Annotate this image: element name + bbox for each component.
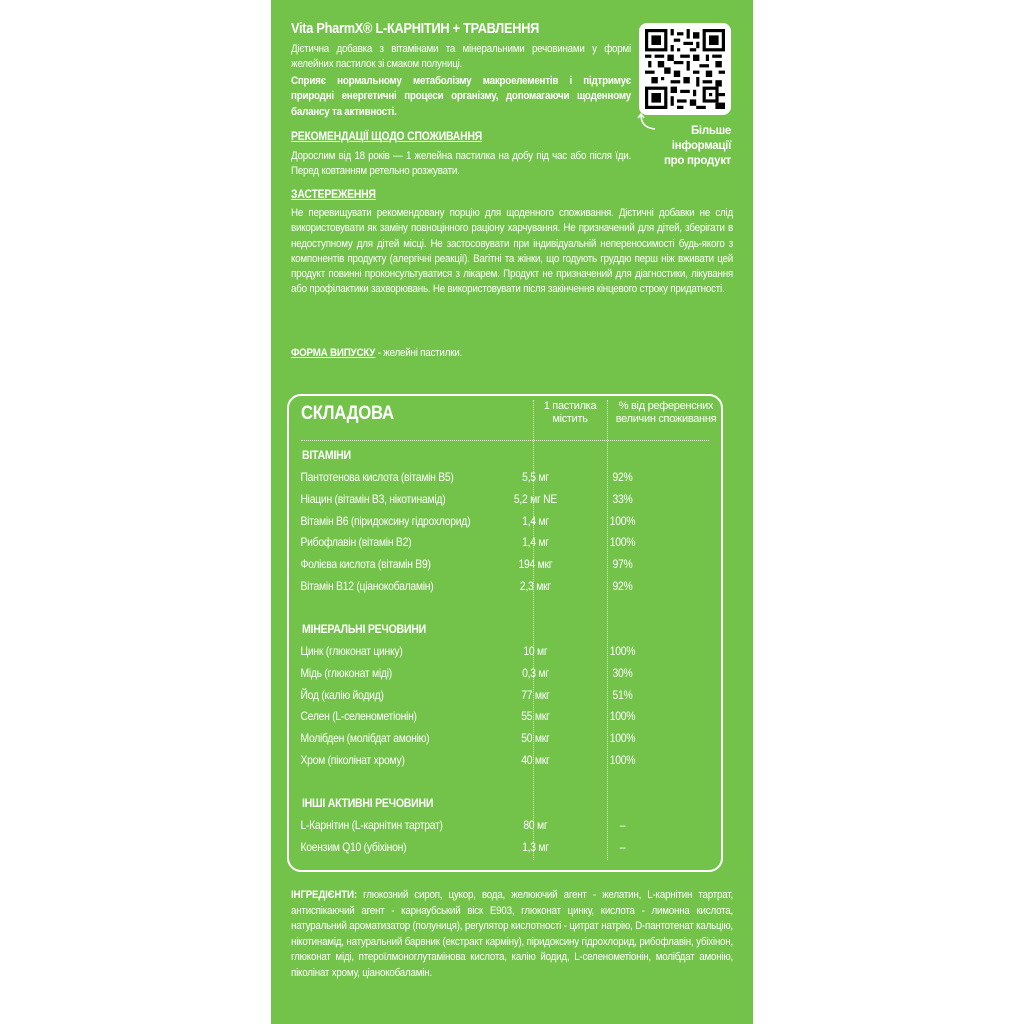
header-divider [301, 440, 709, 441]
nutrient-name: Мідь (глюконат міді) [300, 665, 392, 680]
form-line [291, 346, 733, 361]
reference-percent: 92% [612, 579, 633, 593]
reference-percent: 100% [609, 513, 636, 528]
table-row [289, 579, 669, 597]
table-row [289, 535, 669, 553]
qr-code-graphic [645, 29, 725, 109]
reference-percent: 97% [612, 557, 633, 572]
reference-percent: 100% [609, 709, 636, 724]
nutrient-name: Йод (калію йодид) [300, 687, 384, 702]
warnings-heading: ЗАСТЕРЕЖЕННЯ [291, 187, 376, 201]
amount-value: 1,3 мг [522, 839, 549, 854]
amount-value: 50 мкг [521, 731, 550, 746]
ingredients-label: ІНГРЕДІЄНТИ: [291, 889, 357, 901]
nutrient-name: Рибофлавін (вітамін B2) [300, 535, 412, 550]
amount-value: 5,5 мг [522, 470, 549, 484]
nutrient-name: L-Карнітин (L-карнітин тартрат) [300, 818, 443, 832]
form-text: - желейні пастилки. [375, 347, 463, 359]
ingredients-text [291, 888, 733, 981]
reference-percent: – [619, 818, 626, 832]
column-divider [533, 400, 534, 860]
product-title: Vita PharmX® L-КАРНІТИН + ТРАВЛЕННЯ [291, 21, 540, 37]
amount-value: 5,2 мг NE [513, 491, 557, 506]
reference-percent: 100% [609, 644, 636, 658]
usage-heading: РЕКОМЕНДАЦІЇ ЩОДО СПОЖИВАННЯ [291, 129, 483, 143]
table-row [289, 514, 669, 532]
amount-value: 77 мкг [521, 687, 550, 702]
table-row [289, 470, 669, 488]
amount-value: 40 мкг [521, 753, 550, 767]
intro-text: Дієтична добавка з вітамінами та мінеральними речовинами у формі желейних пастилок зі смаком полуниці. [291, 43, 631, 71]
table-row [289, 753, 669, 771]
nutrient-name: Вітамін B6 (піридоксину гідрохлорид) [300, 513, 471, 528]
column-divider [607, 400, 608, 860]
form-heading: ФОРМА ВИПУСКУ [291, 347, 376, 359]
nutrient-name: Селен (L-селенометіонін) [300, 709, 417, 724]
amount-value: 0,3 мг [522, 665, 549, 680]
table-row [289, 666, 669, 684]
reference-percent: 100% [609, 731, 636, 746]
table-row [289, 709, 669, 727]
table-row [289, 731, 669, 749]
usage-text: Дорослим від 18 років — 1 желейна пастилка на добу під час або після їди. Перед ковтанням ретельно розжувати. [291, 150, 631, 178]
reference-percent: 51% [612, 687, 633, 702]
amount-value: 55 мкг [521, 709, 550, 724]
reference-percent: 100% [609, 753, 636, 767]
amount-value: 10 мг [523, 644, 548, 658]
table-row [289, 492, 669, 510]
reference-percent: 100% [609, 535, 636, 550]
nutrient-name: Цинк (глюконат цинку) [300, 644, 403, 658]
table-row [289, 688, 669, 706]
section-title: ІНШІ АКТИВНІ РЕЧОВИНИ [302, 796, 434, 810]
reference-percent: – [619, 839, 626, 854]
reference-column-header: % від референсних величин споживання [615, 400, 717, 425]
nutrient-name: Пантотенова кислота (вітамін B5) [300, 470, 454, 484]
claim-text: Сприяє нормальному метаболізму макроелементів і підтримує природні енергетичні процеси організму, допомагаючи щоденному балансу та активності. [291, 75, 631, 118]
table-row [289, 840, 669, 858]
nutrient-name: Молібден (молібдат амонію) [300, 731, 430, 746]
amount-value: 194 мкг [518, 557, 553, 572]
nutrient-name: Ніацин (вітамін B3, нікотинамід) [300, 491, 446, 506]
label-panel [271, 0, 753, 1024]
amount-value: 1,4 мг [522, 513, 549, 528]
reference-percent: 33% [612, 491, 633, 506]
table-row [289, 557, 669, 575]
nutrient-name: Фолієва кислота (вітамін B9) [300, 557, 431, 572]
section-title: ВІТАМІНИ [302, 448, 351, 462]
nutrient-name: Коензим Q10 (убіхінон) [300, 839, 407, 854]
qr-code-icon[interactable] [639, 23, 731, 115]
table-row [289, 818, 669, 836]
amount-value: 2,3 мкг [519, 579, 551, 593]
amount-column-header: 1 пастилка містить [543, 400, 597, 425]
amount-value: 80 мг [523, 818, 548, 832]
section-title: МІНЕРАЛЬНІ РЕЧОВИНИ [302, 622, 426, 636]
nutrient-name: Хром (піколінат хрому) [300, 753, 405, 767]
composition-title: СКЛАДОВА [301, 403, 394, 424]
amount-value: 1,4 мг [522, 535, 549, 550]
table-row [289, 644, 669, 662]
reference-percent: 30% [612, 665, 633, 680]
nutrient-name: Вітамін B12 (ціанокобаламін) [300, 579, 434, 593]
ingredients-list: глюкозний сироп, цукор, вода, желюючий агент - желатин, L-карнітин тартрат, антиспікаючий агент - карнаубський віск E903, глюконат цинку, кислота - лимонна кислота, натуральний ароматизатор (полуниця), регулятор кислотності - цитрат натрію, D-пантотенат кальцію, нікотинамід, натуральний барвник (екстракт карміну), піридоксину гідрохлорид, рибофлавін, убіхінон, глюконат міді, птероїлмоноглутамінова кислота, калію йодид, L-селенометіонін, молібдат амонію, піколінат хрому, ціанокобаламін. [291, 889, 733, 979]
reference-percent: 92% [612, 470, 633, 484]
qr-caption: Більше інформації про продукт [664, 125, 731, 167]
composition-table [287, 394, 723, 872]
warnings-text: Не перевищувати рекомендовану порцію для щоденного споживання. Дієтичні добавки не слід використовувати як заміну повноцінного раціону харчування. Не призначений для дітей, зберігати в недоступному для дітей місці. Не застосовувати при індивідуальній непереносимості будь-якого з компонентів продукту (алергічні реакції). Вагітні та жінки, що годують груддю перш ніж вживати цей продукт повинні проконсультуватися з лікарем. Продукт не призначений для діагностики, лікування або профілактики захворювань. Не використовувати після закінчення кінцевого строку придатності. [291, 207, 733, 296]
